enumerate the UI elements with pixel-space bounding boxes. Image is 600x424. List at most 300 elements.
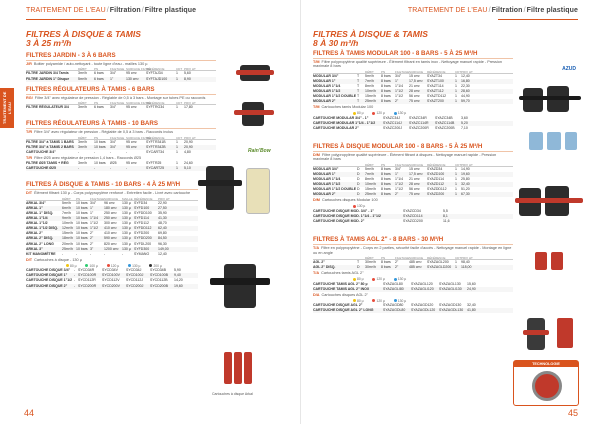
table-cell: 20,90 bbox=[184, 139, 193, 144]
table-cell: 62,40 bbox=[158, 226, 167, 231]
color-dot-icon bbox=[394, 278, 397, 281]
table-cell: FILTRE 3/4" à TAMIS 1 BARS bbox=[26, 139, 74, 144]
column-header: PN bbox=[94, 101, 99, 105]
table-cell: 130 µ bbox=[122, 231, 131, 236]
table-cell: SYAZD100 bbox=[427, 171, 445, 176]
table-cell: 19,60 bbox=[461, 171, 470, 176]
table-cell: 1"1/2 bbox=[395, 94, 404, 99]
table-cell: 67,30 bbox=[461, 192, 470, 197]
section-code: D/T bbox=[26, 191, 33, 196]
table-cell: 30m³/h bbox=[365, 265, 376, 270]
table-cell: AGL 2" DISQ. bbox=[313, 265, 336, 270]
large-disc-filter-image bbox=[210, 262, 270, 312]
table-cell: 12,40 bbox=[461, 73, 470, 78]
table-cell: D bbox=[357, 177, 360, 182]
table-cell: SYCD200J bbox=[126, 283, 144, 288]
product-section bbox=[313, 236, 513, 313]
column-header: SURFACE FILTRE bbox=[126, 67, 152, 72]
modular-disc-filter-image bbox=[515, 184, 585, 220]
table-cell: ARKAL 2" DISQ. bbox=[26, 236, 54, 241]
description-text: Cartouches tamis Modular 100 bbox=[321, 105, 374, 110]
side-tab: TRAITEMENT DE L'EAU bbox=[0, 88, 14, 128]
color-dot-icon bbox=[353, 278, 356, 281]
column-header: RÉFÉRENCE bbox=[427, 162, 446, 167]
table-row bbox=[26, 77, 216, 82]
table-cell: 10m³/h bbox=[365, 182, 376, 187]
table-cell: 118,00 bbox=[461, 265, 472, 270]
color-dot-icon bbox=[353, 205, 356, 208]
table-cell: SYAZC34J bbox=[383, 115, 401, 120]
table-cell: 1"1/2 bbox=[395, 187, 404, 192]
section-description bbox=[313, 246, 513, 255]
table-cell: 14,20 bbox=[174, 278, 183, 283]
mesh-option: 120 µ bbox=[372, 299, 384, 303]
azud-logo: AZUD bbox=[562, 66, 576, 72]
table-cell: 12,40 bbox=[158, 251, 167, 256]
cartridge-row bbox=[26, 284, 198, 289]
color-dot-icon bbox=[353, 299, 356, 302]
column-header: RÉFÉRENCE bbox=[427, 255, 446, 260]
table-cell: 1 bbox=[176, 166, 178, 171]
column-header: DÉBIT bbox=[78, 101, 87, 105]
column-header: PRIX HT bbox=[184, 135, 196, 140]
table-cell: 10 bars bbox=[94, 144, 106, 149]
header-product: Filtre plastique bbox=[144, 7, 197, 14]
table-cell: 1 bbox=[455, 99, 457, 104]
table-cell: 27,50 bbox=[158, 205, 167, 210]
table-cell: ARKAL 1"1/2 DISQ. bbox=[26, 226, 59, 231]
table-cell: 7,10 bbox=[461, 125, 468, 130]
description-text: Filtre 3/4" avec régulateur de pression - Réglable de 0,5 à 3 bars - Montage sur tubes PE ou raccords bbox=[34, 95, 206, 100]
table-cell: 8 bars bbox=[381, 78, 391, 83]
column-header: SURFACE bbox=[409, 255, 424, 260]
section-description bbox=[313, 105, 513, 109]
table-cell: 10 bars bbox=[76, 200, 88, 205]
table-cell: MODULAR 1" bbox=[313, 78, 336, 83]
table-cell: 16,80 bbox=[461, 78, 470, 83]
table-cell: - bbox=[122, 251, 124, 256]
table-cell: 1" bbox=[110, 76, 114, 81]
table-cell: 19,60 bbox=[174, 283, 183, 288]
table-cell: 5,60 bbox=[184, 71, 191, 76]
table-cell: SYCD200V bbox=[102, 283, 120, 288]
table-cell: 4,80 bbox=[184, 149, 191, 154]
right-page bbox=[300, 0, 600, 424]
table-cell: 130 cm² bbox=[126, 76, 139, 81]
table-cell: 8 bars bbox=[381, 84, 391, 88]
table-cell: T bbox=[357, 78, 360, 83]
table-cell: MODULAR 1"1/2 bbox=[313, 182, 341, 187]
table-cell: 17,5 cm² bbox=[409, 171, 423, 176]
table-cell: FILTRE JARDIN 1" Disque bbox=[26, 76, 70, 81]
table-cell: 5,90 bbox=[174, 268, 181, 273]
arkal-filter-image bbox=[198, 162, 242, 216]
table-cell: 1 bbox=[455, 177, 457, 182]
table-cell: 8,1 bbox=[443, 213, 448, 218]
table-cell: 44,90 bbox=[461, 94, 470, 99]
section-title: FILTRES À DISQUE MODULAR 100 - 8 BARS - 5 À 25 M³/H bbox=[313, 143, 513, 152]
section-description bbox=[26, 156, 216, 160]
table-cell: 3/4" bbox=[395, 73, 402, 78]
table-cell: MODULAR 2" bbox=[313, 99, 336, 104]
table-cell: T bbox=[357, 89, 360, 94]
table-cell: FILTRE 3/4" à TAMIS 2 BARS bbox=[26, 144, 74, 149]
table-cell: SYFD100 bbox=[134, 205, 150, 210]
table-cell: SYAZT112 bbox=[427, 89, 444, 94]
table-cell: KIT MANOMÈTRE bbox=[26, 251, 56, 256]
table-cell: 3m³/h bbox=[78, 105, 87, 109]
table-cell: SYAZCD114 bbox=[403, 213, 423, 218]
table-cell: SYFDD100 bbox=[134, 210, 152, 215]
table-cell: CARTOUCHE DISQUE MOD. 1"1/4 - 1"1/2 bbox=[313, 213, 381, 218]
color-dot-icon bbox=[66, 264, 69, 267]
column-header: CDT bbox=[176, 135, 183, 140]
table-cell: 3" bbox=[90, 246, 94, 251]
table-cell: 17,5 cm² bbox=[409, 78, 423, 83]
table-cell: CARTOUCHE DISQUE 1"1/2 bbox=[26, 278, 73, 283]
table-cell: 24,90 bbox=[467, 286, 476, 291]
table-cell: 130 µ bbox=[122, 226, 131, 231]
table-cell: SYFD200 bbox=[134, 231, 150, 236]
mesh-option: 130 µ bbox=[128, 264, 140, 268]
table-cell: SYAZAGL80 bbox=[383, 281, 403, 286]
table-cell: 98,40 bbox=[461, 259, 470, 264]
table-cell: - bbox=[126, 149, 128, 154]
table-cell: 5,20 bbox=[461, 120, 468, 125]
table-cell: T bbox=[357, 73, 360, 78]
table-cell: 8 bars bbox=[381, 89, 391, 94]
table-cell: ARKAL 2" bbox=[26, 231, 43, 236]
table-cell: FILTRE JARDIN 3/4 Tamis bbox=[26, 71, 69, 76]
table-cell: SYCD200R bbox=[78, 283, 97, 288]
table-cell: 8 bars bbox=[381, 265, 391, 270]
table-cell: SYAZCD34 bbox=[403, 208, 421, 213]
table-cell: SYFD112 bbox=[134, 221, 149, 226]
mesh-option: 80 µ bbox=[353, 299, 363, 303]
table-cell: 6 bars bbox=[94, 71, 104, 76]
section-description bbox=[26, 96, 216, 100]
column-header: RÉFÉRENCE bbox=[146, 135, 165, 140]
column-header: SURFACE bbox=[409, 69, 424, 74]
table-cell: 59,70 bbox=[461, 99, 470, 104]
table-cell: SYAZC200B bbox=[435, 125, 455, 130]
header-subcategory: Filtration bbox=[109, 7, 141, 14]
mesh-option: 130 µ bbox=[394, 277, 406, 281]
column-header: FILETAGE bbox=[110, 67, 125, 72]
table-cell: 8 bars bbox=[381, 99, 391, 104]
table-cell: 15m³/h bbox=[62, 231, 73, 236]
table-cell: SYAZAGL200 bbox=[427, 259, 449, 264]
mesh-option: 130 µ bbox=[394, 111, 406, 115]
cartridge-row bbox=[313, 126, 513, 131]
column-header bbox=[357, 163, 365, 166]
table-cell: 485 cm² bbox=[409, 265, 422, 270]
column-header: RÉFÉRENCE bbox=[427, 69, 446, 74]
table-cell: SYCD100V bbox=[102, 273, 120, 278]
table-cell: MODULAR 1"1/2 DOUBLE bbox=[313, 94, 357, 99]
table-cell: Ø25 bbox=[110, 161, 117, 166]
table-cell: SYAZD200 bbox=[427, 192, 445, 197]
description-text: Élément filtrant 130 µ - Corps polypropylène renforcé - Entretien facile - Livré avec cartouche bbox=[34, 191, 191, 196]
color-dot-icon bbox=[353, 112, 356, 115]
table-cell: MODULAR 3/4" bbox=[313, 166, 339, 171]
table-cell: 21 cm² bbox=[409, 84, 420, 88]
column-header: DÉBIT bbox=[365, 69, 374, 74]
section-description bbox=[26, 191, 198, 195]
table-cell: 1 bbox=[176, 71, 178, 76]
table-cell: FILTRE RÉGULATEUR 3/4 bbox=[26, 105, 69, 109]
table-cell: SYAZT100 bbox=[427, 78, 444, 83]
table-cell: SYFDL200 bbox=[134, 241, 152, 246]
table-cell: CARTOUCHE DISQUE MOD. 3/4" - 1" bbox=[313, 208, 375, 213]
table-cell: T bbox=[357, 94, 360, 99]
table-cell: SYAZD114 bbox=[427, 177, 444, 182]
table-cell: SYAZAGDL80 bbox=[383, 308, 406, 313]
table-cell: SYAZT114 bbox=[427, 84, 444, 88]
table-row bbox=[313, 99, 513, 104]
table-cell: SYCD112V bbox=[102, 278, 120, 283]
column-header: PN bbox=[381, 162, 386, 167]
mesh-option: 80 µ bbox=[66, 264, 76, 268]
technology-title: TECHNOLOGIE bbox=[514, 361, 578, 367]
table-cell: SYAZCD200 bbox=[403, 219, 423, 224]
column-header: FILETAGE bbox=[395, 69, 410, 74]
column-header: PRIX HT bbox=[184, 101, 196, 105]
table-cell: 3m³/h bbox=[78, 144, 87, 149]
description-text: Filtre polypropylène qualité supérieure - Élément filtrant à disques - Nettoyage manuel rapide - Pression maximale 8 bars bbox=[313, 153, 497, 162]
table-cell: 8 bars bbox=[381, 259, 391, 264]
table-cell: CARTOUCHE DISQUE 3/4" bbox=[26, 268, 71, 273]
table-cell: SYFTR341B bbox=[146, 139, 166, 144]
mesh-option: 120 µ bbox=[107, 264, 119, 268]
table-cell: - bbox=[74, 268, 76, 273]
section-title: FILTRES À TAMIS MODULAR 100 - 8 BARS - 5 À 25 M³/H bbox=[313, 50, 513, 59]
column-header: CDT bbox=[455, 255, 462, 260]
table-cell: 75 cm² bbox=[409, 99, 420, 104]
column-header: FILETAGE bbox=[395, 255, 410, 260]
table-cell: 3/4" bbox=[90, 200, 97, 205]
table-cell: 130 µ bbox=[122, 241, 131, 246]
table-cell: 8 bars bbox=[381, 73, 391, 78]
table-cell: D bbox=[357, 187, 360, 192]
table-cell: ARKAL 3/4" bbox=[26, 200, 46, 205]
section-description bbox=[313, 198, 513, 202]
table-cell: 51,20 bbox=[461, 187, 470, 192]
table-cell: 10m³/h bbox=[365, 89, 376, 94]
table-cell: D bbox=[357, 171, 360, 176]
brand-logo: Rain'Bow bbox=[248, 148, 271, 154]
table-cell: 2" bbox=[395, 99, 399, 104]
product-section bbox=[313, 50, 513, 131]
column-header: DÉBIT bbox=[78, 67, 87, 72]
table-cell: T bbox=[357, 99, 360, 104]
table-cell: ARKAL 1" bbox=[26, 205, 43, 210]
table-cell: 1 bbox=[176, 161, 178, 166]
table-cell: 22,90 bbox=[158, 200, 167, 205]
table-cell: 95 cm² bbox=[126, 144, 137, 149]
mesh-option: 100 µ bbox=[85, 264, 97, 268]
table-cell: 11,6 bbox=[443, 219, 450, 224]
table-cell: MODULAR 1"1/2 DOUBLE bbox=[313, 187, 357, 192]
table-cell: 10 bars bbox=[94, 139, 106, 144]
table-cell: 3m³/h bbox=[78, 161, 87, 166]
table-cell: SYFTR25 bbox=[146, 161, 162, 166]
table-cell: 25,80 bbox=[461, 177, 470, 182]
table-cell: 9m³/h bbox=[62, 216, 71, 221]
table-cell: SYAZC200R bbox=[409, 125, 429, 130]
product-section bbox=[26, 52, 216, 82]
table-cell: 15m³/h bbox=[365, 94, 376, 99]
column-header: CDT bbox=[176, 67, 183, 72]
table-cell: 95 cm² bbox=[126, 71, 137, 76]
mesh-option: 120 µ bbox=[372, 111, 384, 115]
section-code: J/R bbox=[26, 62, 32, 66]
table-cell: SYAZTD112 bbox=[427, 94, 447, 99]
table-cell: 6 bars bbox=[94, 76, 104, 81]
column-header: PRIX HT bbox=[158, 196, 170, 201]
table-cell: 820 cm² bbox=[104, 241, 117, 246]
section-title: FILTRES À DISQUE & TAMIS - 10 BARS - 4 À 25 M³/H bbox=[26, 181, 198, 190]
section-code: RG/ bbox=[26, 95, 33, 100]
table-cell: 6 bars bbox=[94, 105, 104, 109]
table-cell: 2" bbox=[395, 192, 399, 197]
table-cell: SYCART34 bbox=[146, 149, 165, 154]
table-cell: 5m³/h bbox=[78, 76, 87, 81]
table-cell: 25m³/h bbox=[62, 246, 73, 251]
table-cell: CARTOUCHE TAMIS AGL 2" 80 µ bbox=[313, 281, 368, 286]
table-cell: 8 bars bbox=[381, 177, 391, 182]
table-cell: 75 cm² bbox=[409, 192, 420, 197]
section-title: FILTRES RÉGULATEURS À TAMIS - 10 BARS bbox=[26, 120, 216, 129]
section-code: T/A bbox=[313, 246, 320, 251]
table-cell: 3,60 bbox=[461, 115, 468, 120]
table-cell: 8 bars bbox=[381, 192, 391, 197]
table-cell: 1"1/2 bbox=[395, 182, 404, 187]
table-cell: SYAZT34 bbox=[427, 73, 442, 78]
table-cell: 10 bars bbox=[76, 221, 88, 226]
color-dot-icon bbox=[394, 299, 397, 302]
table-cell: 5m³/h bbox=[62, 200, 71, 205]
table-cell: - bbox=[94, 166, 96, 171]
column-header bbox=[313, 256, 357, 259]
table-cell: - bbox=[110, 149, 112, 154]
table-cell: 95 cm² bbox=[126, 139, 137, 144]
table-cell: SYAZAGLI120 bbox=[411, 286, 434, 291]
table-cell: FILTRE Ø25 TAMIS + RÉG bbox=[26, 161, 69, 166]
table-cell: 95 cm² bbox=[126, 161, 137, 166]
table-cell: SYCD100B bbox=[150, 273, 168, 278]
table-cell: SYAZAGLI80 bbox=[383, 286, 404, 291]
table-cell: 10 bars bbox=[76, 210, 88, 215]
table-cell: CARTOUCHE DISQUE MOD. 2" bbox=[313, 219, 365, 224]
column-header bbox=[357, 70, 365, 73]
table-row bbox=[313, 265, 513, 270]
column-header bbox=[26, 101, 78, 104]
table-cell: 8m³/h bbox=[365, 177, 374, 182]
table-cell: - bbox=[90, 251, 92, 256]
table-cell: 2" bbox=[395, 259, 399, 264]
table-cell: T bbox=[357, 84, 360, 88]
garden-filter-image bbox=[236, 62, 276, 84]
table-cell: ARKAL 1" DISQ. bbox=[26, 210, 54, 215]
table-cell: 15,60 bbox=[467, 281, 476, 286]
table-cell: - bbox=[74, 273, 76, 278]
section-code: T/A bbox=[313, 271, 320, 276]
table-cell: ARKAL 3" bbox=[26, 246, 43, 251]
section-code: D/M bbox=[313, 198, 320, 203]
disc-cartridges-image bbox=[222, 348, 258, 388]
table-cell: 3/4" bbox=[110, 144, 117, 149]
cartridge-row bbox=[313, 287, 513, 292]
table-cell: - bbox=[62, 251, 64, 256]
table-cell: 2" bbox=[90, 236, 94, 241]
table-cell: SYFDD112 bbox=[134, 226, 152, 231]
table-cell: - bbox=[94, 149, 96, 154]
table-cell: 1 bbox=[176, 139, 178, 144]
column-header: RÉFÉRENCE bbox=[134, 196, 153, 201]
table-cell: 1" bbox=[395, 171, 399, 176]
table-cell: 250 cm² bbox=[104, 210, 117, 215]
section-title: FILTRES À TAMIS AGL 2" - 8 BARS - 30 M³/H bbox=[313, 236, 513, 245]
table-cell: 1"1/2 bbox=[395, 89, 404, 94]
modular-cartridge-image bbox=[527, 130, 579, 152]
table-cell: 41,30 bbox=[158, 216, 167, 221]
table-cell: 10 bars bbox=[76, 226, 88, 231]
table-row bbox=[313, 192, 513, 197]
table-cell: SYFTR342B bbox=[146, 144, 166, 149]
table-cell: 1 bbox=[455, 166, 457, 171]
table-cell: 8m³/h bbox=[365, 84, 374, 88]
table-cell: 8 bars bbox=[381, 94, 391, 99]
table-cell: SYCD100R bbox=[78, 273, 97, 278]
color-dot-icon bbox=[107, 264, 110, 267]
table-cell: 35,90 bbox=[158, 210, 167, 215]
table-cell: 1" bbox=[395, 78, 399, 83]
table-cell: SYCD112B bbox=[150, 278, 168, 283]
table-cell: T bbox=[357, 259, 360, 264]
table-cell: 130 µ bbox=[122, 246, 131, 251]
column-header: CDT bbox=[455, 69, 462, 74]
table-cell: MODULAR 1"1/2 bbox=[313, 89, 341, 94]
table-cell: MODULAR 1"1/4 bbox=[313, 177, 341, 182]
description-text: Filtre en polypropylène - Corps en 2 parties, sécurité facile d'accès - Nettoyage manuel rapide - Montage en ligne ou en angle bbox=[313, 246, 512, 255]
table-cell: 15m³/h bbox=[365, 187, 376, 192]
modular-screen-filter-image bbox=[519, 82, 583, 116]
table-cell: 410 cm² bbox=[104, 226, 117, 231]
table-cell: 1 bbox=[176, 149, 178, 154]
table-cell: - bbox=[76, 251, 78, 256]
table-cell: 15 cm² bbox=[409, 73, 420, 78]
section-code: D/M bbox=[313, 153, 320, 158]
table-cell: CARTOUCHE Ø25 bbox=[26, 166, 56, 171]
column-header: DÉBIT bbox=[365, 255, 374, 260]
section-code: T/M bbox=[313, 105, 320, 110]
table-cell: 130 µ bbox=[122, 221, 131, 226]
table-cell: 3/4" bbox=[110, 105, 117, 109]
page-number: 45 bbox=[567, 408, 578, 418]
table-cell: 96,30 bbox=[158, 241, 167, 246]
column-header: PN bbox=[94, 67, 99, 72]
table-cell: 24,60 bbox=[184, 161, 193, 166]
mesh-option: 120 µ bbox=[372, 277, 384, 281]
table-cell: 9,40 bbox=[174, 273, 181, 278]
table-cell: 69,80 bbox=[158, 231, 167, 236]
table-cell: CARTOUCHE DISQUE AGL 2" LONG bbox=[313, 308, 374, 313]
column-header bbox=[26, 136, 78, 139]
table-cell: 149,00 bbox=[158, 246, 169, 251]
page-header: TRAITEMENT DE L'EAU/Filtration/Filtre plastique bbox=[26, 7, 197, 14]
column-header: PN bbox=[76, 196, 81, 201]
